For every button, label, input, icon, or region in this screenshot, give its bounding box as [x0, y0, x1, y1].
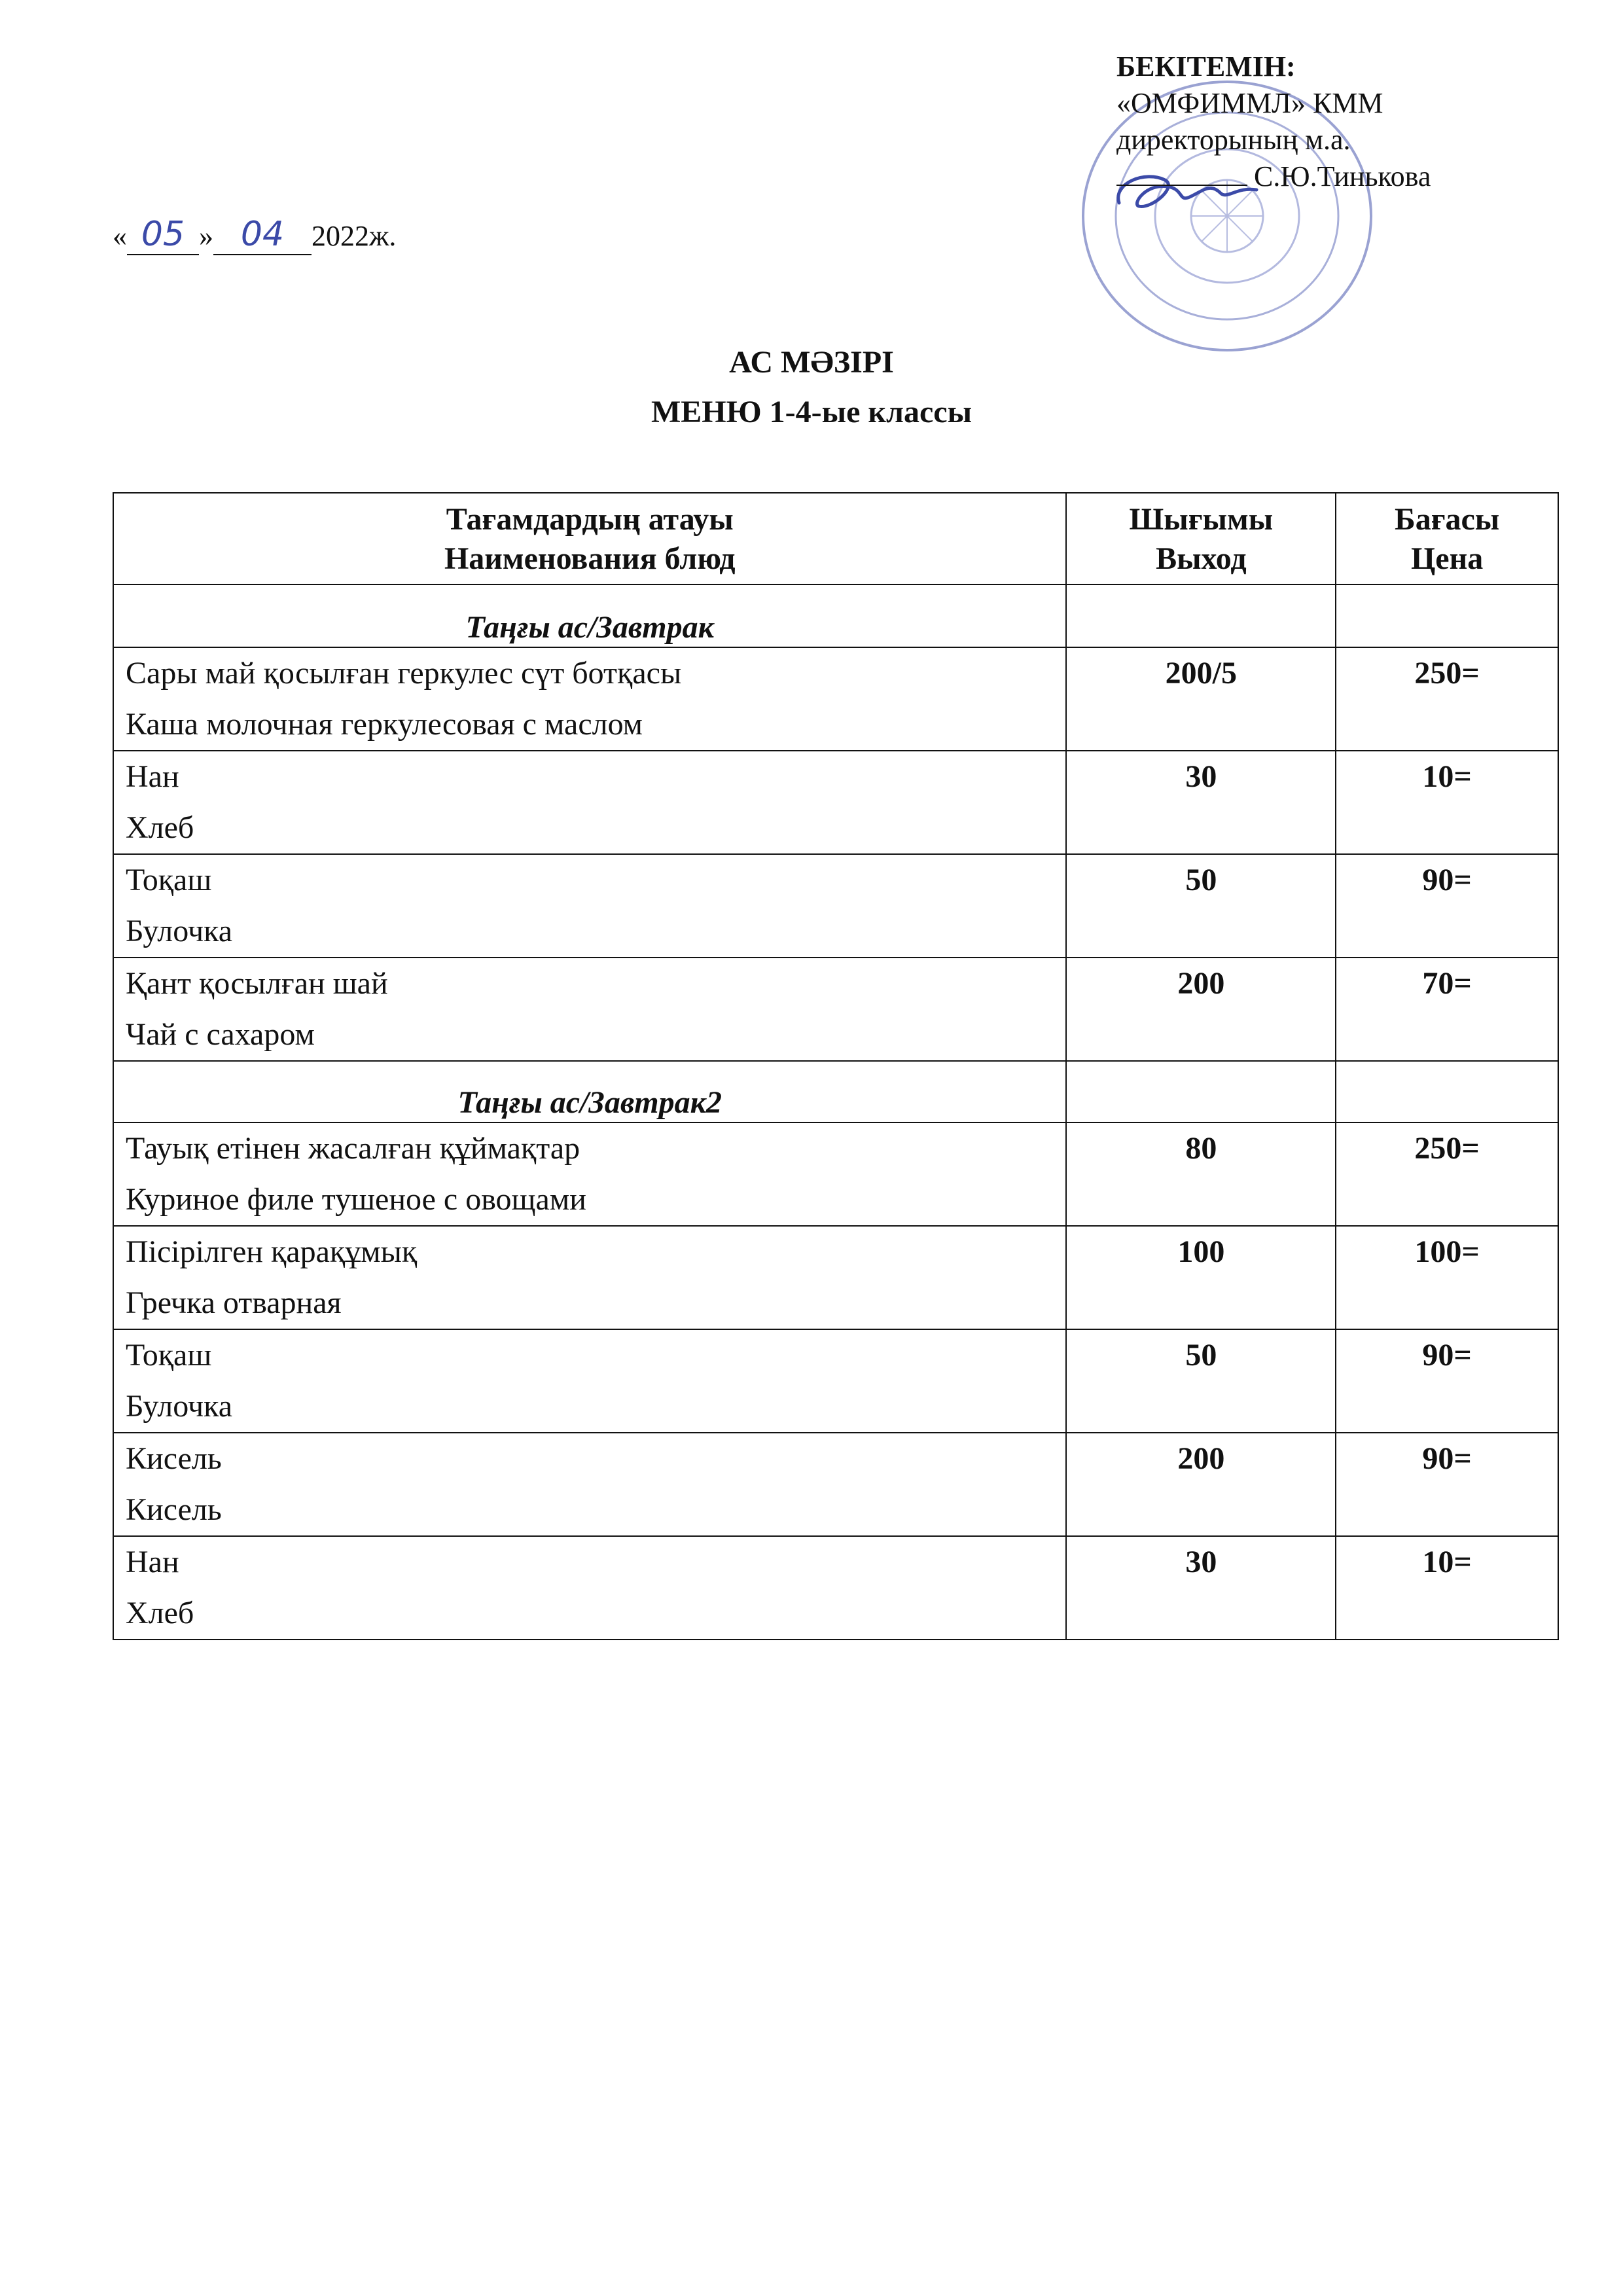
dish-output: 200 — [1066, 1433, 1336, 1536]
section-row — [113, 1061, 1558, 1122]
dish-name-kz: Тауық етінен жасалған құймақтар — [126, 1131, 580, 1166]
dish-name-kz: Сары май қосылған геркулес сүт ботқасы — [126, 656, 682, 691]
dish-output: 200/5 — [1066, 647, 1336, 751]
dish-name-cell — [113, 647, 1066, 751]
section-empty-cell — [1336, 584, 1558, 647]
table-row — [113, 1226, 1558, 1329]
dish-price: 90= — [1336, 1433, 1558, 1536]
approval-organization: «ОМФИММЛ» КММ — [1116, 87, 1383, 119]
header-output-ru: Выход — [1156, 541, 1247, 576]
section-empty-cell — [1336, 1061, 1558, 1122]
dish-name-kz: Тоқаш — [126, 1338, 212, 1372]
section-label: Таңғы ас/Завтрак2 — [113, 1061, 1066, 1122]
approval-title: БЕКІТЕМІН: — [1116, 50, 1296, 82]
table-row — [113, 1329, 1558, 1433]
table-row — [113, 751, 1558, 854]
section-empty-cell — [1066, 584, 1336, 647]
dish-output: 200 — [1066, 958, 1336, 1061]
dish-name-kz: Тоқаш — [126, 863, 212, 897]
header-dish-name-ru: Наименования блюд — [444, 541, 736, 576]
approval-signatory-line — [1116, 158, 1431, 195]
dish-price: 90= — [1336, 854, 1558, 958]
date-close-quote: » — [199, 220, 213, 252]
dish-name-ru: Булочка — [126, 1389, 233, 1424]
date-year: 2022ж. — [312, 220, 397, 252]
header-output-kz: Шығымы — [1129, 502, 1274, 537]
dish-name-kz: Қант қосылған шай — [126, 966, 388, 1001]
section-row — [113, 584, 1558, 647]
dish-name-ru: Хлеб — [126, 810, 194, 845]
dish-name-ru: Хлеб — [126, 1596, 194, 1630]
dish-price: 250= — [1336, 1122, 1558, 1226]
dish-price: 100= — [1336, 1226, 1558, 1329]
dish-name-ru: Каша молочная геркулесовая с маслом — [126, 707, 643, 742]
signature-line — [1116, 161, 1247, 186]
dish-price: 10= — [1336, 751, 1558, 854]
menu-title-ru: МЕНЮ 1-4-ые классы — [651, 395, 972, 429]
dish-price: 10= — [1336, 1536, 1558, 1640]
table-row — [113, 647, 1558, 751]
table-row — [113, 1433, 1558, 1536]
document-date — [113, 215, 396, 256]
dish-name-kz: Нан — [126, 759, 179, 794]
dish-name-cell — [113, 1122, 1066, 1226]
header-dish-name — [113, 493, 1066, 584]
table-header-row — [113, 493, 1558, 584]
menu-table — [113, 492, 1559, 1640]
dish-name-cell — [113, 958, 1066, 1061]
dish-output: 50 — [1066, 1329, 1336, 1433]
header-price-ru: Цена — [1410, 541, 1484, 576]
dish-price: 70= — [1336, 958, 1558, 1061]
dish-name-cell — [113, 854, 1066, 958]
dish-name-cell — [113, 1329, 1066, 1433]
dish-name-cell — [113, 1536, 1066, 1640]
header-price — [1336, 493, 1558, 584]
dish-name-ru: Куриное филе тушеное с овощами — [126, 1182, 586, 1217]
table-row — [113, 854, 1558, 958]
dish-name-ru: Кисель — [126, 1492, 222, 1527]
approval-signatory: С.Ю.Тинькова — [1254, 160, 1431, 192]
dish-output: 50 — [1066, 854, 1336, 958]
dish-price: 250= — [1336, 647, 1558, 751]
dish-name-ru: Гречка отварная — [126, 1285, 342, 1320]
approval-block — [1116, 48, 1431, 195]
dish-name-kz: Нан — [126, 1545, 179, 1579]
dish-name-kz: Кисель — [126, 1441, 222, 1476]
table-row — [113, 958, 1558, 1061]
dish-name-kz: Пісірілген қарақұмық — [126, 1234, 418, 1269]
menu-title-kz: АС МӘЗІРІ — [729, 345, 894, 380]
date-day: 05 — [127, 215, 199, 255]
dish-name-cell — [113, 1433, 1066, 1536]
dish-name-ru: Чай с сахаром — [126, 1017, 315, 1052]
dish-output: 30 — [1066, 1536, 1336, 1640]
table-row — [113, 1122, 1558, 1226]
date-open-quote: « — [113, 220, 127, 252]
dish-price: 90= — [1336, 1329, 1558, 1433]
dish-name-ru: Булочка — [126, 914, 233, 948]
section-label: Таңғы ас/Завтрак — [113, 584, 1066, 647]
header-output — [1066, 493, 1336, 584]
dish-output: 100 — [1066, 1226, 1336, 1329]
header-price-kz: Бағасы — [1394, 502, 1500, 537]
dish-output: 80 — [1066, 1122, 1336, 1226]
approval-position: директорының м.а. — [1116, 124, 1351, 156]
table-row — [113, 1536, 1558, 1640]
header-dish-name-kz: Тағамдардың атауы — [446, 502, 734, 537]
dish-name-cell — [113, 751, 1066, 854]
section-empty-cell — [1066, 1061, 1336, 1122]
dish-name-cell — [113, 1226, 1066, 1329]
dish-output: 30 — [1066, 751, 1336, 854]
date-month: 04 — [213, 215, 312, 255]
